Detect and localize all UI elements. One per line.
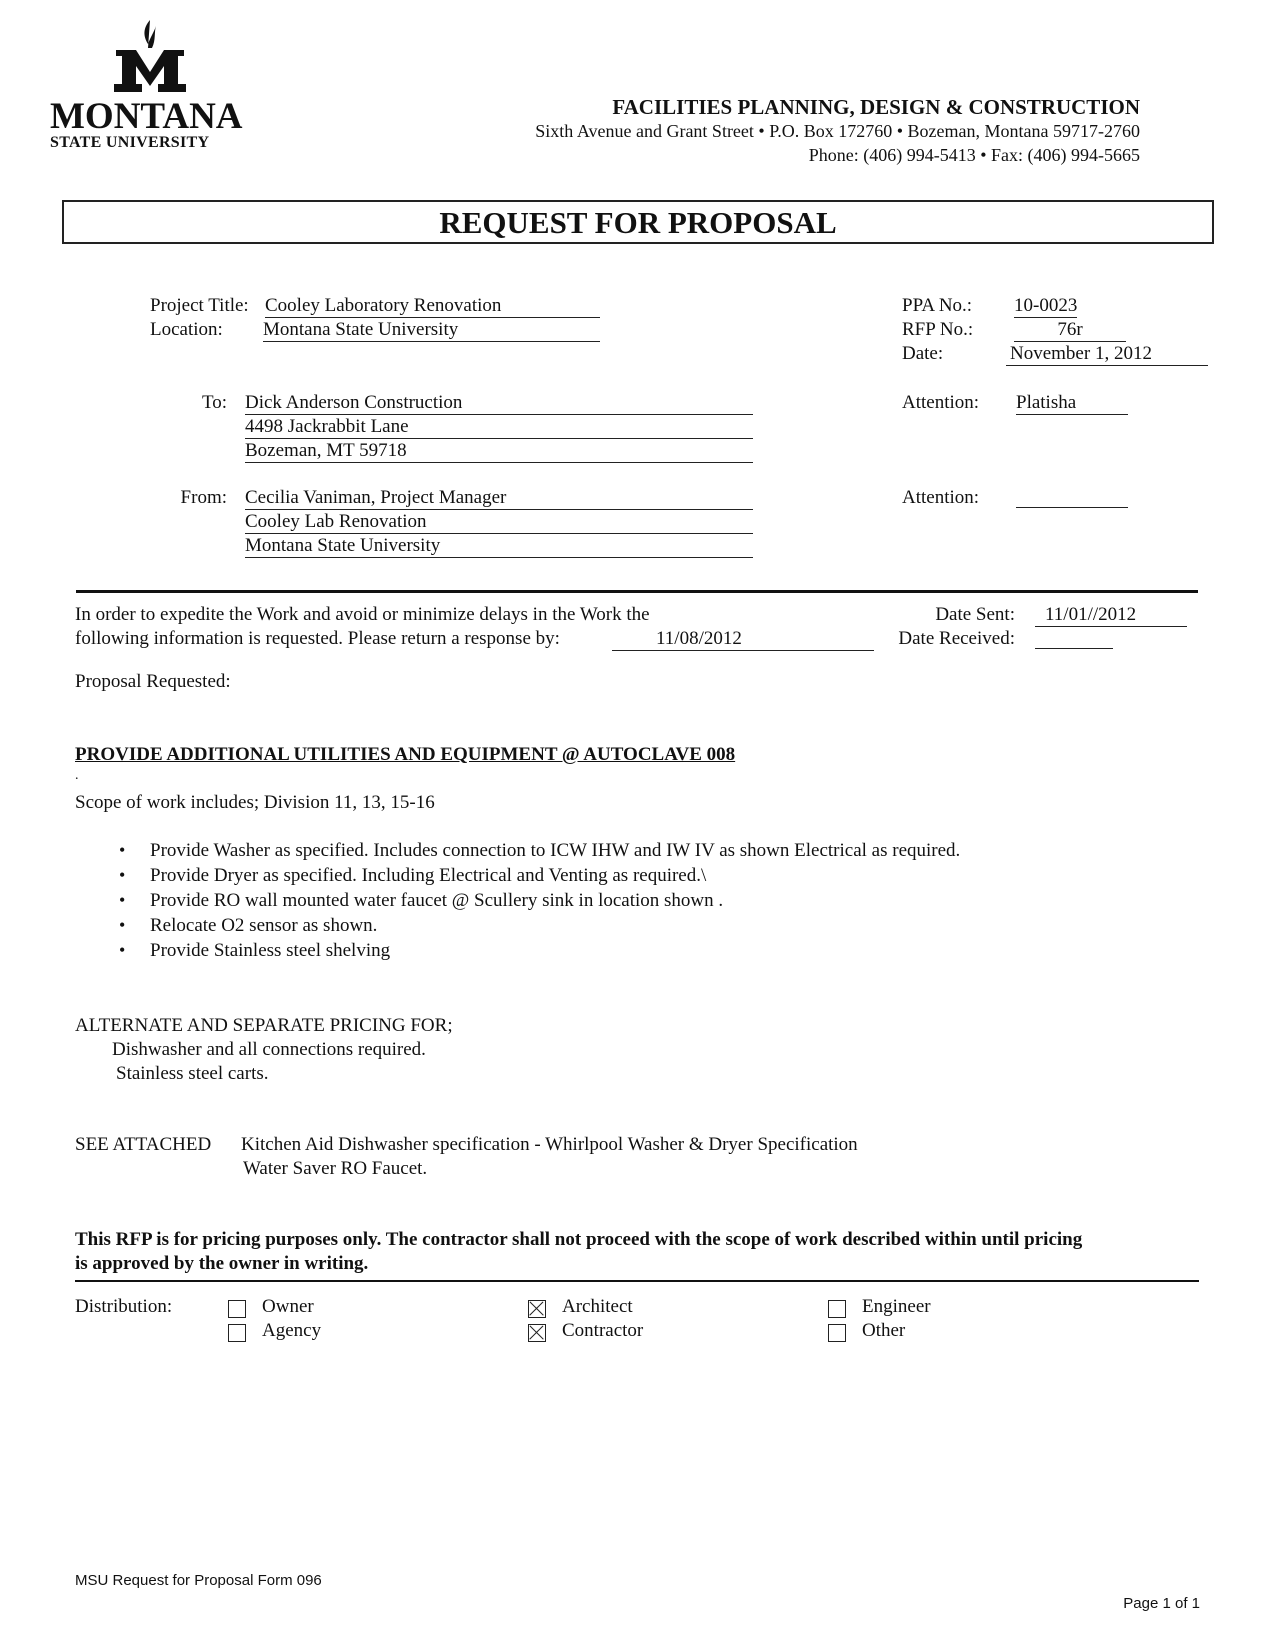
engineer-checkbox[interactable] [828, 1300, 846, 1318]
attached-line-2: Water Saver RO Faucet. [243, 1158, 428, 1179]
from-label: From: [180, 487, 227, 508]
list-item: • Provide Stainless steel shelving [110, 938, 960, 963]
agency-label: Agency [262, 1320, 322, 1341]
logo-text-state-university: STATE UNIVERSITY [50, 134, 210, 151]
to-line-3: Bozeman, MT 59718 [245, 441, 753, 463]
list-item: • Provide RO wall mounted water faucet @ Scullery sink in location shown . [110, 888, 960, 913]
date-received-value [1035, 628, 1113, 649]
pricing-notice-line-2: is approved by the owner in writing. [75, 1253, 369, 1274]
from-attention-label: Attention: [902, 487, 980, 508]
date-value: November 1, 2012 [1006, 344, 1208, 366]
department-phone: Phone: (406) 994-5413 • Fax: (406) 994-5665 [808, 145, 1140, 165]
architect-label: Architect [562, 1296, 633, 1317]
date-sent-label: Date Sent: [935, 604, 1015, 625]
page-title: REQUEST FOR PROPOSAL [62, 200, 1214, 244]
to-label: To: [201, 392, 227, 413]
msu-logo [50, 20, 243, 155]
project-title-value: Cooley Laboratory Renovation [265, 296, 600, 318]
location-label: Location: [150, 319, 223, 340]
logo-text-montana: MONTANA [50, 96, 243, 137]
scope-bullet-list [110, 838, 960, 963]
rfp-value: 76r [1014, 320, 1126, 342]
to-attention-value: Platisha [1016, 393, 1128, 415]
section-divider [76, 590, 1198, 593]
date-received-label: Date Received: [898, 628, 1015, 649]
response-by-value: 11/08/2012 [612, 629, 874, 651]
from-line-2: Cooley Lab Renovation [245, 512, 753, 534]
scope-text: Scope of work includes; Division 11, 13, 15-16 [75, 792, 435, 813]
see-attached-label: SEE ATTACHED [75, 1134, 212, 1155]
attached-line-1: Kitchen Aid Dishwasher specification - Whirlpool Washer & Dryer Specification [241, 1134, 858, 1155]
alternate-item-2: Stainless steel carts. [116, 1063, 269, 1084]
to-line-1: Dick Anderson Construction [245, 393, 753, 415]
request-line-2: following information is requested. Please return a response by: [75, 628, 560, 649]
distribution-label: Distribution: [75, 1296, 173, 1317]
distribution-divider [75, 1280, 1199, 1282]
location-value: Montana State University [263, 320, 600, 342]
page-number: Page 1 of 1 [1123, 1595, 1200, 1612]
department-name: FACILITIES PLANNING, DESIGN & CONSTRUCTION [612, 95, 1140, 119]
date-sent-value: 11/01//2012 [1035, 605, 1187, 627]
contractor-label: Contractor [562, 1320, 644, 1341]
list-item: • Relocate O2 sensor as shown. [110, 913, 960, 938]
to-line-2: 4498 Jackrabbit Lane [245, 417, 753, 439]
proposal-heading: PROVIDE ADDITIONAL UTILITIES AND EQUIPMENT @ AUTOCLAVE 008 [75, 744, 736, 765]
architect-checkbox[interactable] [528, 1300, 546, 1318]
other-checkbox[interactable] [828, 1324, 846, 1342]
ppa-label: PPA No.: [902, 295, 973, 316]
proposal-requested-label: Proposal Requested: [75, 671, 231, 692]
to-attention-label: Attention: [902, 392, 980, 413]
rfp-label: RFP No.: [902, 319, 974, 340]
alternate-heading: ALTERNATE AND SEPARATE PRICING FOR; [75, 1015, 453, 1036]
engineer-label: Engineer [862, 1296, 931, 1317]
from-attention-value [1016, 487, 1128, 508]
stray-dot: . [75, 768, 79, 783]
from-line-3: Montana State University [245, 536, 753, 558]
alternate-item-1: Dishwasher and all connections required. [112, 1039, 426, 1060]
from-line-1: Cecilia Vaniman, Project Manager [245, 488, 753, 510]
list-item: • Provide Dryer as specified. Including Electrical and Venting as required.\ [110, 863, 960, 888]
agency-checkbox[interactable] [228, 1324, 246, 1342]
list-item: • Provide Washer as specified. Includes connection to ICW IHW and IW IV as shown Electrical as required. [110, 838, 960, 863]
ppa-value: 10-0023 [1014, 295, 1078, 316]
contractor-checkbox[interactable] [528, 1324, 546, 1342]
request-line-1: In order to expedite the Work and avoid or minimize delays in the Work the [75, 604, 650, 625]
date-label: Date: [902, 343, 944, 364]
owner-checkbox[interactable] [228, 1300, 246, 1318]
other-label: Other [862, 1320, 906, 1341]
form-footer: MSU Request for Proposal Form 096 [75, 1572, 322, 1589]
msu-m-mark-icon [110, 20, 190, 98]
department-address: Sixth Avenue and Grant Street • P.O. Box 172760 • Bozeman, Montana 59717-2760 [535, 121, 1140, 141]
owner-label: Owner [262, 1296, 314, 1317]
project-title-label: Project Title: [150, 295, 249, 316]
pricing-notice-line-1: This RFP is for pricing purposes only. The contractor shall not proceed with the scope of work described within until pricing [75, 1229, 1083, 1250]
